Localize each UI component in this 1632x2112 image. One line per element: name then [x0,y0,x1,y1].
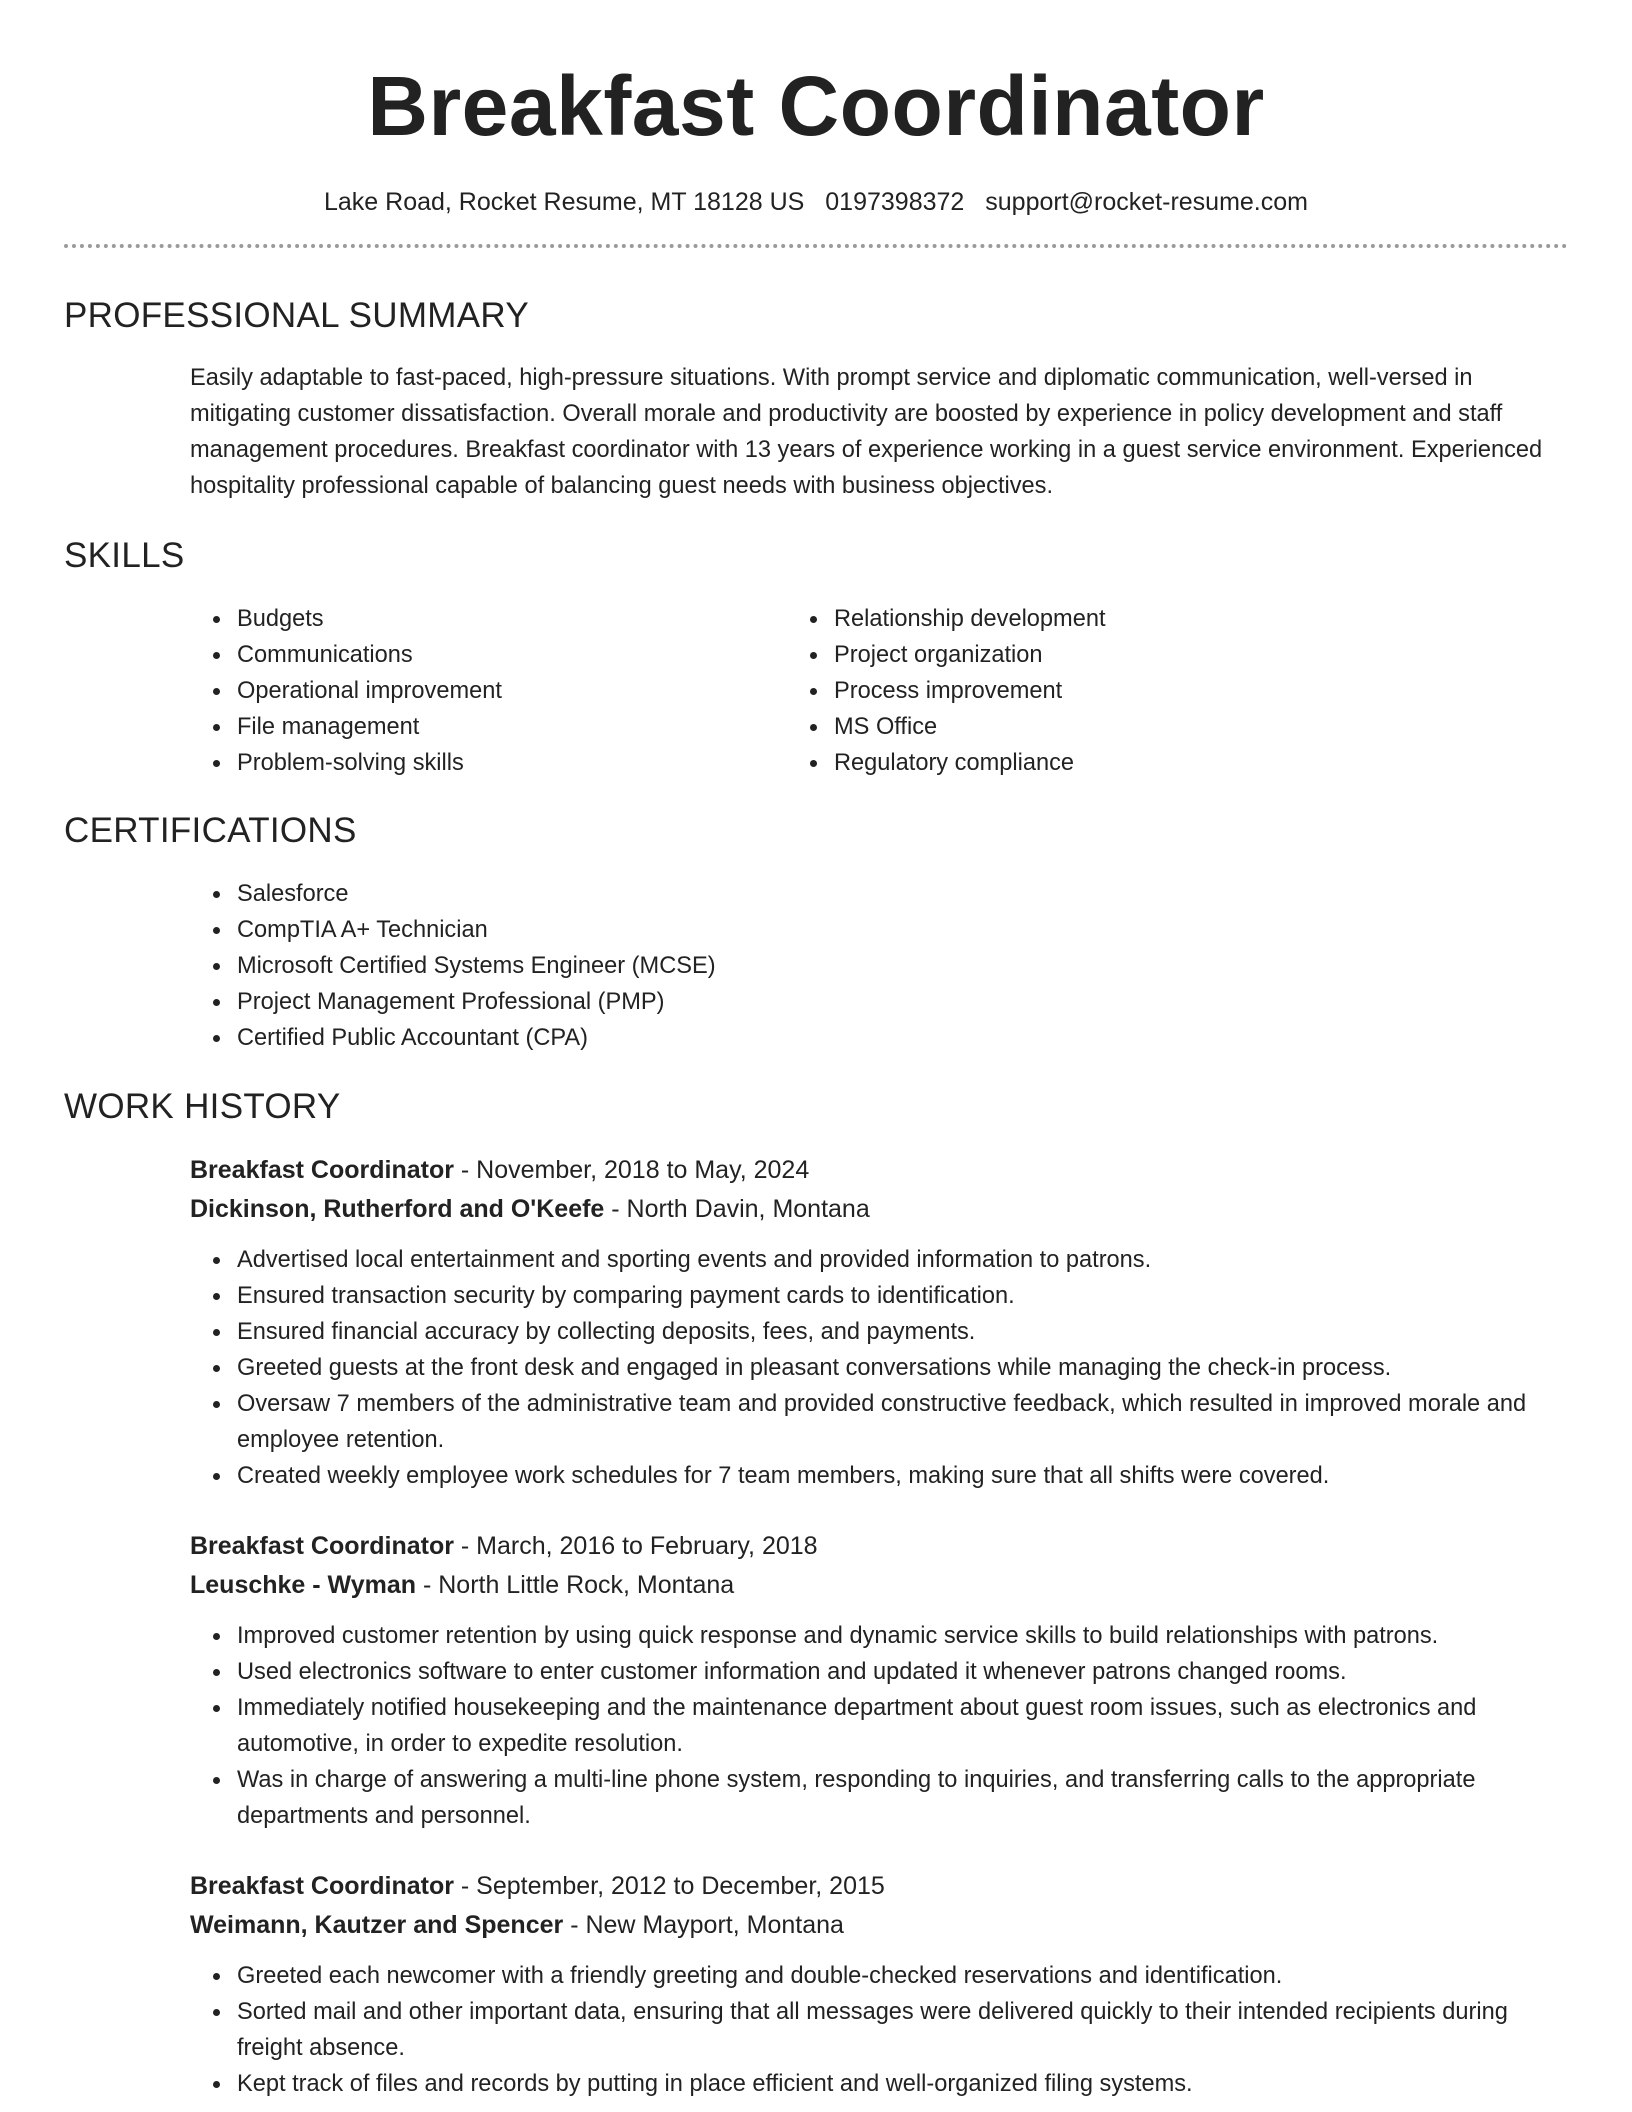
certification-item: • Project Management Professional (PMP) [233,984,1568,1020]
job-company: Dickinson, Rutherford and O'Keefe [190,1195,605,1223]
skill-item: • MS Office [830,709,1106,745]
job-duties [64,1618,1568,1834]
certification-item: • Certified Public Accountant (CPA) [233,1020,1568,1056]
job-duty: • Advertised local entertainment and sporting events and provided information to patrons. [233,1242,1568,1278]
job-company-line [190,1566,1568,1605]
job-dates: - September, 2012 to December, 2015 [453,1872,885,1900]
certification-item: • Salesforce [233,876,1568,912]
job-duty: • Immediately notified housekeeping and the maintenance department about guest room issues, such as electronics and automotive, in order to expedite resolution. [233,1690,1568,1762]
skill-item: • Regulatory compliance [830,745,1106,781]
job-location: - New Mayport, Montana [563,1911,844,1939]
job-company-line [190,1906,1568,1945]
job-entry [190,1151,1568,1494]
job-duty: • Created weekly employee work schedules for 7 team members, making sure that all shifts were covered. [233,1458,1568,1494]
skill-item: • Operational improvement [233,673,743,709]
certification-item: • CompTIA A+ Technician [233,912,1568,948]
job-duty: • Greeted each newcomer with a friendly greeting and double-checked reservations and identification. [233,1958,1568,1994]
job-entry [190,1867,1568,2102]
job-duty: • Sorted mail and other important data, ensuring that all messages were delivered quickly to their intended recipients during freight absence. [233,1994,1568,2066]
job-location: - North Little Rock, Montana [416,1571,735,1599]
job-dates: - November, 2018 to May, 2024 [453,1156,810,1184]
skill-item: • Process improvement [830,673,1106,709]
certifications-list [64,876,1568,1056]
skill-item: • Project organization [830,637,1106,673]
skill-item: • Communications [233,637,743,673]
job-role: Breakfast Coordinator [190,1872,454,1900]
header-divider [64,244,1568,248]
summary-text: Easily adaptable to fast-paced, high-pressure situations. With prompt service and diplomatic communication, well-versed in mitigating customer dissatisfaction. Overall morale and productivity are boosted by experience in policy development and staff management procedures. Breakfast coordinator with 13 years of experience working in a guest service environment. Experienced hospitality professional capable of balancing guest needs with business objectives. [190,365,1543,499]
skills-column-1 [64,601,743,781]
contact-address: Lake Road, Rocket Resume, MT 18128 US [323,188,805,216]
job-location: - North Davin, Montana [604,1195,870,1223]
skill-item: • Budgets [233,601,743,637]
job-title-line [190,1527,1568,1566]
job-entry [190,1527,1568,1834]
job-duty: • Ensured financial accuracy by collecting deposits, fees, and payments. [233,1314,1568,1350]
summary-heading: PROFESSIONAL SUMMARY [64,296,529,335]
job-duty: • Ensured transaction security by comparing payment cards to identification. [233,1278,1568,1314]
skills-heading: SKILLS [64,536,185,575]
work-history-heading: WORK HISTORY [64,1087,341,1126]
job-duty: • Used electronics software to enter customer information and updated it whenever patrons changed rooms. [233,1654,1568,1690]
job-duty: • Improved customer retention by using quick response and dynamic service skills to build relationships with patrons. [233,1618,1568,1654]
job-duties [64,1242,1568,1494]
job-role: Breakfast Coordinator [190,1532,454,1560]
skills-column-2 [661,601,1106,781]
contact-phone: 0197398372 [825,188,965,216]
job-duties [64,1958,1568,2102]
job-company: Weimann, Kautzer and Spencer [190,1911,564,1939]
job-company: Leuschke - Wyman [190,1571,417,1599]
job-title-line [190,1151,1568,1190]
job-title-line [190,1867,1568,1906]
skill-item: • Problem-solving skills [233,745,743,781]
certification-item: • Microsoft Certified Systems Engineer (MCSE) [233,948,1568,984]
skill-item: • Relationship development [830,601,1106,637]
job-duty: • Greeted guests at the front desk and engaged in pleasant conversations while managing the check-in process. [233,1350,1568,1386]
resume-name: Breakfast Coordinator [367,59,1265,153]
contact-email: support@rocket-resume.com [985,188,1308,216]
job-role: Breakfast Coordinator [190,1156,454,1184]
certifications-heading: CERTIFICATIONS [64,811,357,850]
job-dates: - March, 2016 to February, 2018 [453,1532,818,1560]
job-duty: • Kept track of files and records by putting in place efficient and well-organized filing systems. [233,2066,1568,2102]
skill-item: • File management [233,709,743,745]
contact-line [64,186,1568,218]
skills-list [64,601,1568,781]
job-company-line [190,1190,1568,1229]
job-duty: • Was in charge of answering a multi-line phone system, responding to inquiries, and transferring calls to the appropriate departments and personnel. [233,1762,1568,1834]
job-duty: • Oversaw 7 members of the administrative team and provided constructive feedback, which resulted in improved morale and employee retention. [233,1386,1568,1458]
